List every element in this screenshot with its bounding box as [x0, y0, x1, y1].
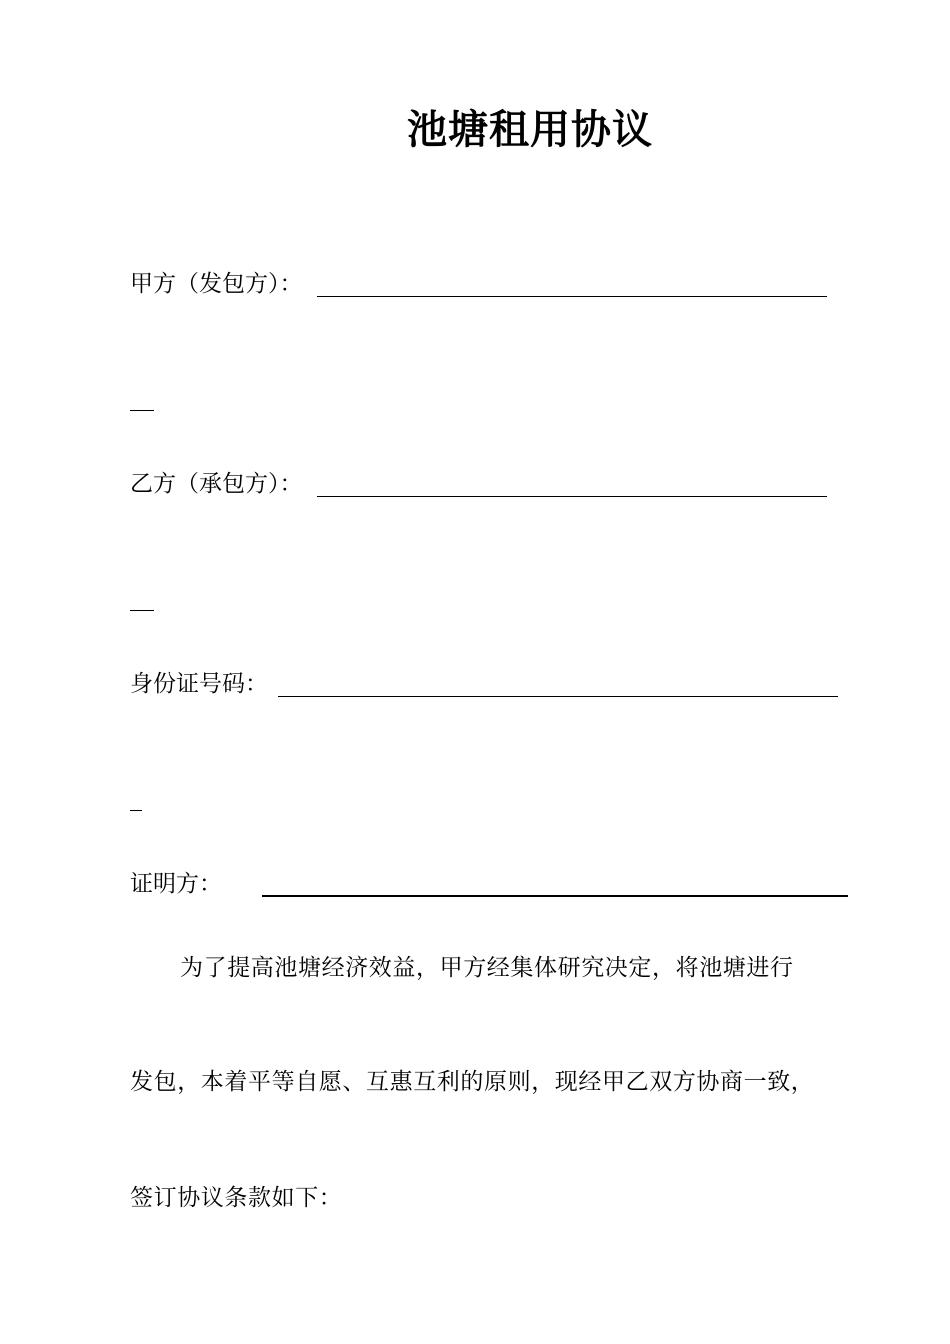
- id-number-row: [130, 668, 838, 700]
- id-number-fill-line: [278, 696, 838, 697]
- witness-label: 证明方：: [130, 871, 222, 897]
- intro-paragraph-line-3: 签订协议条款如下：: [130, 1185, 343, 1211]
- id-number-fill-line-continuation: [130, 810, 142, 811]
- id-number-label: 身份证号码：: [130, 671, 268, 697]
- party-a-label: 甲方（发包方）：: [130, 271, 303, 297]
- intro-paragraph-line-2: 发包，本着平等自愿、互惠互利的原则，现经甲乙双方协商一致，: [130, 1069, 815, 1095]
- party-a-fill-line-continuation: [130, 410, 154, 411]
- party-a-row: [130, 268, 827, 300]
- party-b-label: 乙方（承包方）：: [130, 471, 303, 497]
- intro-paragraph-line-1: 为了提高池塘经济效益，甲方经集体研究决定，将池塘进行: [180, 955, 794, 981]
- witness-fill-line: [262, 895, 848, 897]
- party-b-fill-line: [317, 496, 827, 497]
- party-a-fill-line: [317, 296, 827, 297]
- party-b-row: [130, 468, 827, 500]
- document-title: 池塘租用协议: [407, 106, 653, 153]
- witness-row: [130, 868, 848, 900]
- party-b-fill-line-continuation: [130, 610, 154, 611]
